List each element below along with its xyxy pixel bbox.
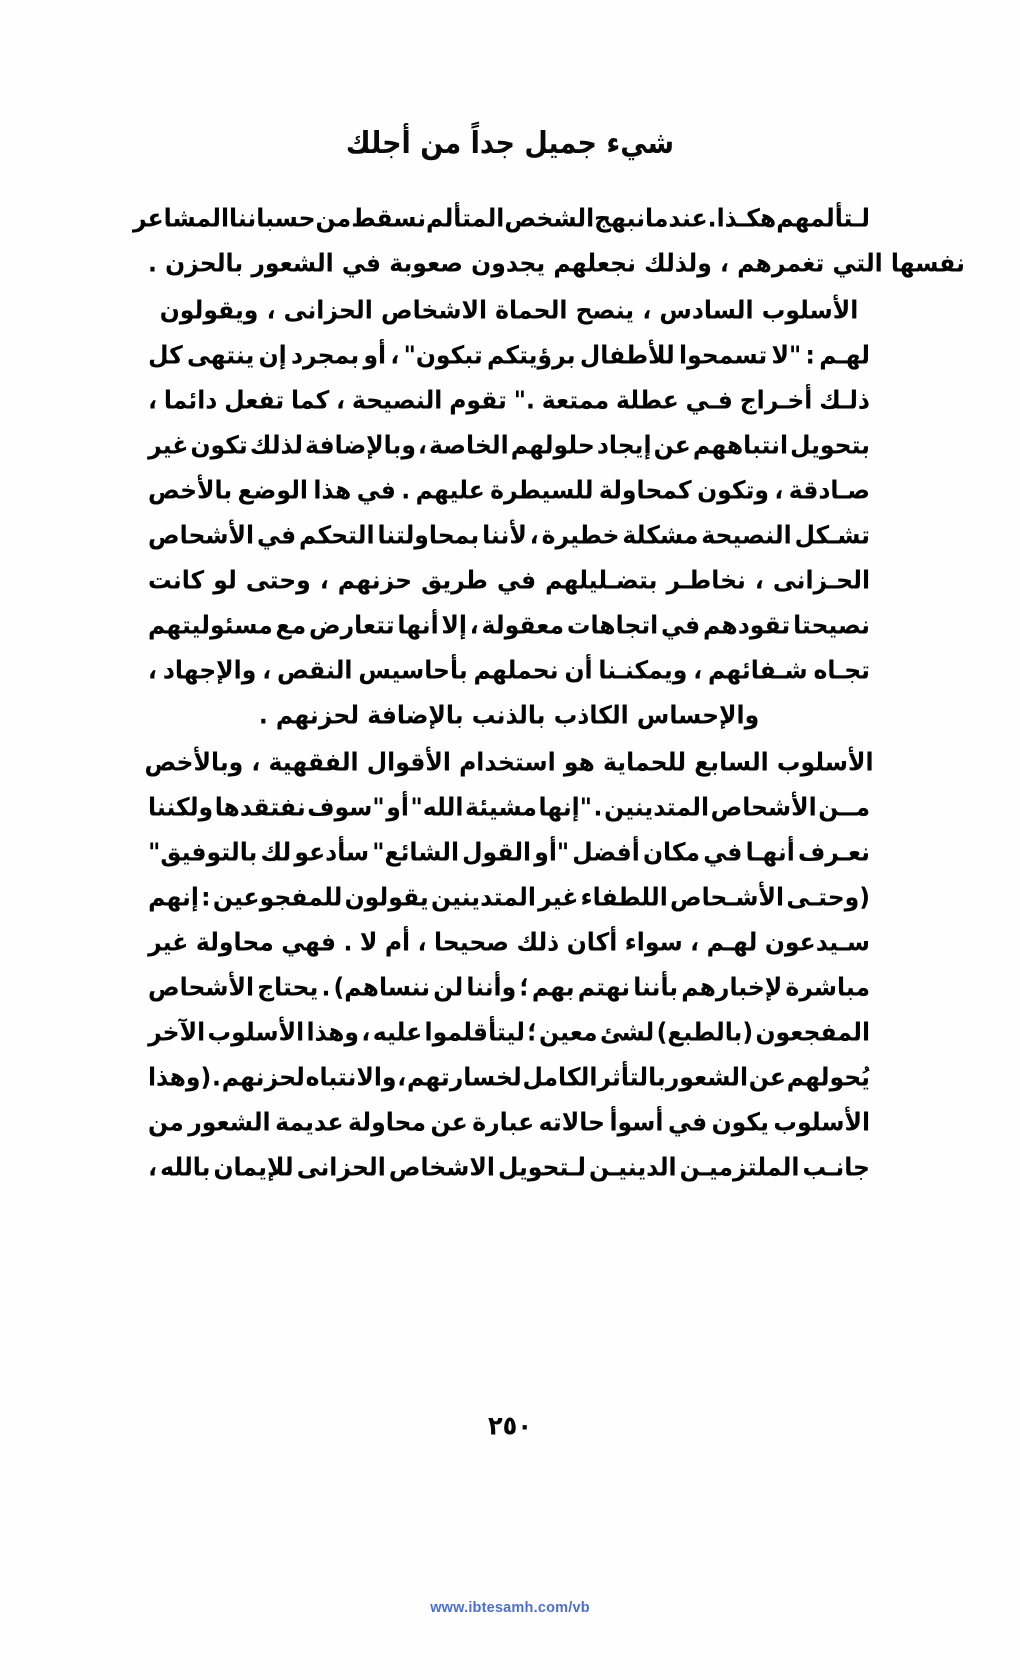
- text-word: في: [667, 1107, 708, 1137]
- text-line: [148, 332, 870, 380]
- text-word: كما: [291, 385, 330, 415]
- text-word: عن: [748, 1062, 786, 1092]
- text-word: (وحتـى: [786, 882, 870, 912]
- text-word: بتحويل: [790, 430, 870, 460]
- text-word: عليهم: [415, 475, 485, 505]
- text-word: لإخبارهم: [681, 972, 783, 1002]
- text-word: يكون: [711, 1107, 769, 1137]
- text-word: إلا: [441, 610, 467, 640]
- text-line: [148, 1099, 870, 1147]
- body-text: [132, 196, 965, 1190]
- text-word: دائما: [163, 385, 218, 415]
- text-line: [148, 512, 870, 560]
- text-word: أنهـا: [745, 837, 795, 867]
- text-word: أنها: [397, 610, 439, 640]
- text-word: جانـب: [802, 1152, 870, 1182]
- text-word: أخـراج: [739, 385, 813, 415]
- text-word: الشعوربالتأثرالكامل: [522, 1062, 749, 1092]
- text-line: [148, 874, 870, 922]
- text-word: التحكم: [299, 520, 375, 550]
- text-word: الأسلوب: [207, 1017, 305, 1047]
- text-word: الملتزميـن: [679, 1152, 800, 1182]
- text-word: من: [148, 1107, 184, 1137]
- text-word: ،: [336, 385, 346, 415]
- text-word: مسئوليتهم: [148, 610, 273, 640]
- text-word: كانت: [148, 565, 205, 595]
- text-word: للمفجوعين: [212, 882, 343, 912]
- text-word: تبكون": [403, 340, 483, 370]
- text-word: لهـم: [819, 340, 870, 370]
- text-word: ذلـك: [819, 385, 870, 415]
- text-word: تقودهم: [703, 610, 791, 640]
- text-word: لخسارتهم: [406, 1062, 522, 1092]
- text-word: غير: [148, 927, 189, 957]
- text-word: انتباههم: [692, 430, 789, 460]
- text-word: لذلك: [249, 430, 303, 460]
- text-word: كمحاولة: [598, 475, 692, 505]
- text-word: ؛: [527, 1017, 537, 1047]
- text-word: نسقط: [351, 203, 427, 233]
- text-word: القول: [462, 837, 532, 867]
- text-word: عديمة: [275, 1107, 344, 1137]
- text-word: مكان: [643, 837, 701, 867]
- text-word: نخاطـر: [666, 565, 746, 595]
- text-word: إن: [258, 340, 287, 370]
- text-word: يقولون: [344, 882, 429, 912]
- text-word: وحتى: [245, 565, 311, 595]
- text-word: محاولة: [348, 1107, 427, 1137]
- text-line: [148, 964, 870, 1012]
- text-word: ،: [397, 1062, 407, 1092]
- text-word: ،: [319, 565, 329, 595]
- text-line: [148, 467, 870, 515]
- text-word: تتعارض: [308, 610, 395, 640]
- text-word: حسباننا: [229, 203, 316, 233]
- text-word: ،: [693, 655, 703, 685]
- text-word: وتكون: [697, 475, 770, 505]
- text-word: هذا: [313, 475, 352, 505]
- text-word: "أو: [534, 837, 570, 867]
- text-word: شـفائهم: [707, 655, 808, 685]
- text-line: [148, 1144, 870, 1192]
- text-word: لهـم: [706, 927, 758, 957]
- text-word: تكون: [190, 430, 248, 460]
- text-word: مشيئة: [465, 792, 537, 822]
- text-word: ،: [361, 1017, 371, 1047]
- text-line: [148, 919, 870, 967]
- text-word: حلولهم: [510, 430, 595, 460]
- text-word: النصيحة: [701, 520, 792, 550]
- text-word: .: [343, 927, 353, 957]
- text-word: تقوم: [449, 385, 507, 415]
- text-word: عطلة: [616, 385, 679, 415]
- text-word: النصيحة: [351, 385, 443, 415]
- text-word: يحتاج: [257, 972, 319, 1002]
- text-word: خطيرة: [541, 520, 620, 550]
- text-word: الأشحاص: [710, 792, 817, 822]
- text-word: بمجرد: [290, 340, 360, 370]
- text-word: مشكلة: [622, 520, 699, 550]
- text-line: [148, 287, 870, 335]
- text-line: [148, 784, 870, 832]
- footer-watermark-url: www.ibtesamh.com/vb: [430, 1600, 590, 1616]
- text-line: [148, 557, 870, 605]
- text-word: في: [661, 610, 701, 640]
- text-line-content: الأسلوب السابع للحماية هو استخدام الأقوال الفقهية ، وبالأخص: [144, 747, 874, 777]
- text-word: لو: [213, 565, 237, 595]
- text-word: .": [513, 385, 535, 415]
- text-word: كل: [148, 340, 183, 370]
- text-word: بالتوفيق": [148, 837, 258, 867]
- text-word: حالاته: [538, 1107, 605, 1137]
- text-word: ذلك: [516, 927, 560, 957]
- text-word: الوضع: [237, 475, 308, 505]
- text-word: عن: [430, 1107, 468, 1137]
- text-word: الأشحاص: [148, 972, 255, 1002]
- text-word: الخاصة: [429, 430, 509, 460]
- paragraph: [148, 288, 870, 738]
- text-word: للسيطرة: [490, 475, 594, 505]
- text-word: أو: [386, 792, 409, 822]
- text-word: ليتأقلموا: [424, 1017, 525, 1047]
- text-word: بالأخص: [148, 475, 233, 505]
- text-word: بتضـليلهم: [545, 565, 658, 595]
- text-word: برؤيتكم: [486, 340, 576, 370]
- text-word: الحـزانى: [772, 565, 870, 595]
- text-word: عن: [653, 430, 691, 460]
- text-word: بمحاولتنا: [377, 520, 480, 550]
- text-word: الله": [410, 792, 464, 822]
- paragraph: [132, 196, 965, 286]
- text-word: ،: [690, 927, 700, 957]
- text-word: الأشحاص: [148, 520, 255, 550]
- text-word: بهم: [531, 972, 575, 1002]
- text-word: (وهذا: [148, 1062, 212, 1092]
- text-word: ؛: [519, 972, 529, 1002]
- text-word: الأشـحاص: [670, 882, 785, 912]
- text-word: في: [703, 837, 743, 867]
- paragraph: [144, 740, 874, 1190]
- text-word: وأننا: [466, 972, 517, 1002]
- text-line-content: نفسها التي تغمرهم ، ولذلك نجعلهم يجدون صعوبة في الشعور بالحزن .: [148, 248, 965, 278]
- page-number: ٢٥٠: [488, 1410, 532, 1442]
- text-word: .: [707, 203, 717, 233]
- text-word: معقولة: [481, 610, 565, 640]
- text-word: غير: [538, 882, 579, 912]
- text-word: "لا: [771, 340, 802, 370]
- text-word: نفتقدها: [214, 792, 306, 822]
- text-word: ،: [754, 565, 764, 595]
- text-word: لأننا: [482, 520, 527, 550]
- text-word: لـتألمهم: [776, 203, 870, 233]
- text-word: أسوأ: [609, 1107, 664, 1137]
- text-word: الدينيـن: [588, 1152, 677, 1182]
- text-word: ولكننا: [148, 792, 214, 822]
- text-line: [148, 829, 870, 877]
- text-word: ،: [262, 655, 272, 685]
- text-word: وهذا: [306, 1017, 360, 1047]
- text-word: لا: [359, 927, 378, 957]
- text-word: نهتم: [577, 972, 631, 1002]
- text-word: وبالإضافة: [305, 430, 416, 460]
- text-word: غير: [148, 430, 189, 460]
- text-word: إنهم: [148, 882, 199, 912]
- text-word: الشخص: [504, 203, 595, 233]
- text-word: فهي: [281, 927, 336, 957]
- text-word: اللطفاء: [580, 882, 668, 912]
- text-word: ،: [417, 927, 427, 957]
- text-word: مباشرة: [785, 972, 870, 1002]
- text-word: مــن: [818, 792, 870, 822]
- text-word: فـي: [685, 385, 733, 415]
- text-word: المفجعون: [755, 1017, 870, 1047]
- text-word: ،: [148, 1152, 158, 1182]
- text-word: نصيحتا: [793, 610, 870, 640]
- text-word: مع: [275, 610, 307, 640]
- text-word: يُحولهم: [786, 1062, 870, 1092]
- text-word: ،: [774, 475, 784, 505]
- text-word: عليه: [372, 1017, 423, 1047]
- text-word: ،: [418, 430, 427, 460]
- text-word: النقص: [277, 655, 353, 685]
- text-line-content: والإحساس الكاذب بالذنب بالإضافة لحزنهم .: [258, 700, 760, 730]
- text-word: معين: [539, 1017, 598, 1047]
- text-word: في: [496, 565, 537, 595]
- text-line: [144, 739, 874, 787]
- text-word: المتدينين: [604, 792, 710, 822]
- text-line: [148, 692, 870, 740]
- text-word: تفعل: [224, 385, 285, 415]
- text-word: "إنها: [538, 792, 592, 822]
- text-word: لشئ: [599, 1017, 655, 1047]
- text-word: .: [401, 475, 411, 505]
- text-word: .: [593, 792, 603, 822]
- text-line: [148, 240, 965, 288]
- text-word: بأننا: [633, 972, 679, 1002]
- text-word: سـيدعون: [764, 927, 870, 957]
- text-word: في: [256, 520, 297, 550]
- text-word: والانتباه: [305, 1062, 397, 1092]
- text-word: صـادقة: [788, 475, 870, 505]
- text-word: محاولة: [195, 927, 274, 957]
- text-word: :: [201, 882, 211, 912]
- text-word: تشـكل: [794, 520, 870, 550]
- text-word: أن: [564, 655, 593, 685]
- text-word: هكـذا: [716, 203, 777, 233]
- text-word: ننساهم): [333, 972, 431, 1002]
- text-word: الشعور: [188, 1107, 271, 1137]
- text-word: .: [321, 972, 331, 1002]
- text-line: [148, 1054, 870, 1102]
- text-word: للإيمان: [213, 1152, 294, 1182]
- text-word: بالله: [160, 1152, 211, 1182]
- text-word: المتدينين: [430, 882, 536, 912]
- page-title: شيء جميل جداً من أجلك: [345, 126, 675, 161]
- text-word: ،: [469, 610, 479, 640]
- text-word: إيجاد: [596, 430, 652, 460]
- text-word: (بالطبع): [656, 1017, 754, 1047]
- text-word: :: [805, 340, 815, 370]
- text-word: أكان: [566, 927, 618, 957]
- text-word: ينتهى: [187, 340, 255, 370]
- text-word: والإجهاد: [162, 655, 257, 685]
- text-word: ويمكنـنا: [598, 655, 688, 685]
- text-word: سواء: [624, 927, 683, 957]
- text-word: صحيحا: [433, 927, 509, 957]
- text-line: [148, 647, 870, 695]
- text-line: [148, 602, 870, 650]
- text-word: عبارة: [472, 1107, 535, 1137]
- text-word: لـتحويل: [497, 1152, 586, 1182]
- text-word: ممتعة: [541, 385, 610, 415]
- text-word: من: [315, 203, 352, 233]
- text-word: أو: [363, 340, 387, 370]
- text-word: ،: [390, 340, 400, 370]
- text-line: [148, 422, 870, 470]
- text-line: [132, 195, 870, 243]
- text-word: نبهج: [594, 203, 646, 233]
- text-word: لن: [433, 972, 464, 1002]
- text-word: الأسلوب: [773, 1107, 870, 1137]
- text-word: "سوف: [307, 792, 385, 822]
- text-line: [148, 377, 870, 425]
- text-word: لك: [260, 837, 292, 867]
- text-word: تسمحوا: [679, 340, 768, 370]
- text-word: نعـرف: [797, 837, 870, 867]
- text-word: اتجاهات: [566, 610, 659, 640]
- text-word: أفضل: [572, 837, 640, 867]
- text-word: تجـاه: [813, 655, 870, 685]
- text-word: للأطفال: [579, 340, 675, 370]
- text-word: أم: [384, 927, 411, 957]
- text-word: المشاعر: [132, 203, 229, 233]
- text-word: في: [356, 475, 396, 505]
- text-word: طريق: [421, 565, 488, 595]
- text-word: حزنهم: [337, 565, 413, 595]
- text-word: بأحاسيس: [358, 655, 468, 685]
- text-word: الشائع": [372, 837, 460, 867]
- text-word: الآخر: [148, 1017, 206, 1047]
- text-word: لحزنهم: [221, 1062, 305, 1092]
- text-line-content: الأسلوب السادس ، ينصح الحماة الاشخاص الحزانى ، ويقولون: [159, 295, 859, 325]
- text-word: سأدعو: [294, 837, 370, 867]
- text-word: عندما: [645, 203, 708, 233]
- text-word: ،: [529, 520, 539, 550]
- text-word: ،: [148, 385, 157, 415]
- text-word: ،: [148, 655, 157, 685]
- text-word: الاشخاص: [388, 1152, 495, 1182]
- text-word: المتألم: [426, 203, 505, 233]
- text-line: [148, 1009, 870, 1057]
- text-word: الحزانى: [296, 1152, 386, 1182]
- text-word: نحملهم: [473, 655, 559, 685]
- text-word: .: [212, 1062, 221, 1092]
